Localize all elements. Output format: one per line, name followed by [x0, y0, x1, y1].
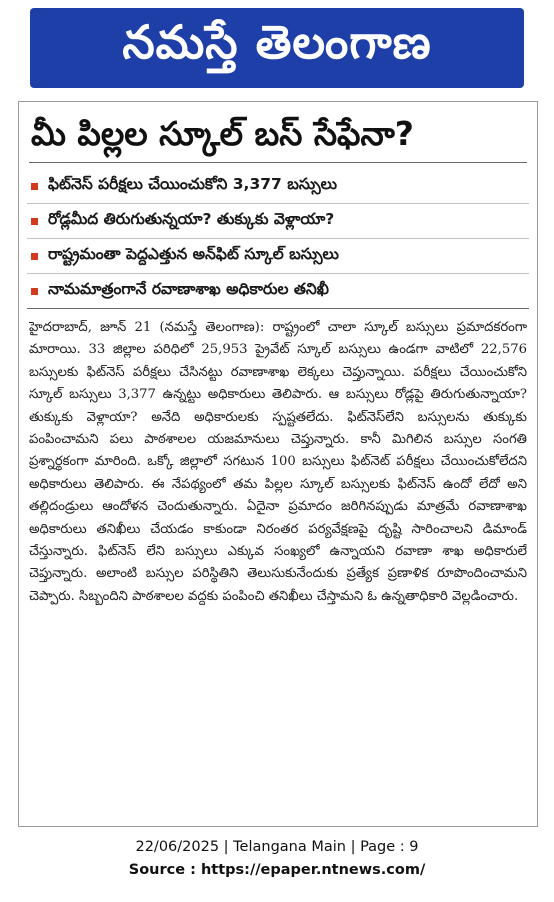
highlight-item	[27, 169, 529, 204]
headline-divider	[29, 162, 527, 163]
source-line	[0, 859, 554, 882]
masthead	[0, 0, 554, 98]
masthead-banner	[30, 8, 524, 88]
masthead-title: నమస్తే తెలంగాణ	[122, 15, 432, 69]
clipping-footer	[0, 836, 554, 882]
highlight-item	[27, 204, 529, 239]
highlight-list	[27, 169, 529, 309]
highlight-item	[27, 274, 529, 309]
article-body: హైదరాబాద్, జూన్ 21 (నమస్తే తెలంగాణ): రాష్ట్రంలో చాలా స్కూల్ బస్సులు ప్రమాదకరంగా మారాయి. 33 జిల్లాల పరిధిలో 25,953 ప్రైవేట్ స్కూల్ బస్సులు ఉండగా వాటిలో 22,576 బస్సులకు ఫిట్‌నెస్ పరీక్షలు చేసినట్టు రవాణాశాఖ లెక్కలు చెప్తున్నాయి. పరీక్షలు చేయించుకోని స్కూల్ బస్సులు 3,377 ఉన్నట్టు అధికారులు తెలిపారు. ఆ బస్సులు రోడ్లపై తిరుగుతున్నాయా? తుక్కుకు వెళ్లాయా? అనేది అధికారులకు స్పష్టతలేదు. ఫిట్‌నెస్‌లేని బస్సులను తుక్కుకు పంపించామని పలు పాఠశాలల యజమానులు చెప్తున్నారు. కానీ మిగిలిన బస్సుల సంగతి ప్రశ్నార్థకంగా మారింది. ఒక్కో జిల్లాలో సగటున 100 బస్సులు ఫిట్‌నెట్ పరీక్షలు చేయించుకోలేదని అధికారులు తెలిపారు. ఈ నేపథ్యంలో తమ పిల్లల స్కూల్ బస్సులకు ఫిట్‌నెస్ ఉందో లేదో అని తల్లిదండ్రులు ఆందోళన చెందుతున్నారు. ఏదైనా ప్రమాదం జరిగినప్పుడు మాత్రమే రవాణాశాఖ అధికారులు తనిఖీలు చేయడం కాకుండా నిరంతర పర్యవేక్షణపై దృష్టి సారించాలని డిమాండ్ చేస్తున్నారు. ఫిట్‌నెస్ లేని బస్సులు ఎక్కువ సంఖ్యలో ఉన్నాయని రవాణా శాఖ అధికారులే చెప్తున్నారు. అలాంటి బస్సుల పరిస్థితిని తెలుసుకునేందుకు ప్రత్యేక ప్రణాళిక రూపొందించామని చెప్పారు. సిబ్బందిని పాఠశాలల వద్దకు పంపించి తనిఖీలు చేస్తామని ఓ ఉన్నతాధికారి వెల్లడించారు.	[29, 320, 527, 604]
bullet-square-icon	[31, 218, 38, 225]
highlight-item	[27, 239, 529, 274]
highlight-text: ఫిట్‌నెస్ పరీక్షలు చేయించుకోని 3,377 బస్సులు	[48, 175, 338, 193]
article-clipping	[18, 101, 538, 827]
article-headline: మీ పిల్లల స్కూల్ బస్ సేఫేనా?	[31, 114, 414, 153]
source-link[interactable]: https://epaper.ntnews.com/	[200, 862, 426, 878]
bullet-square-icon	[31, 183, 38, 190]
highlight-text: రాష్ట్రమంతా పెద్దఎత్తున అన్‌ఫిట్ స్కూల్ బస్సులు	[48, 245, 339, 263]
edition-line: 22/06/2025 | Telangana Main | Page : 9	[135, 839, 419, 855]
highlight-text: నామమాత్రంగానే రవాణాశాఖ అధికారుల తనిఖీ	[48, 280, 329, 298]
highlight-text: రోడ్లమీద తిరుగుతున్నయా? తుక్కుకు వెళ్లాయా?	[48, 210, 335, 228]
bullet-square-icon	[31, 253, 38, 260]
bullet-square-icon	[31, 288, 38, 295]
source-label: Source :	[128, 862, 201, 878]
